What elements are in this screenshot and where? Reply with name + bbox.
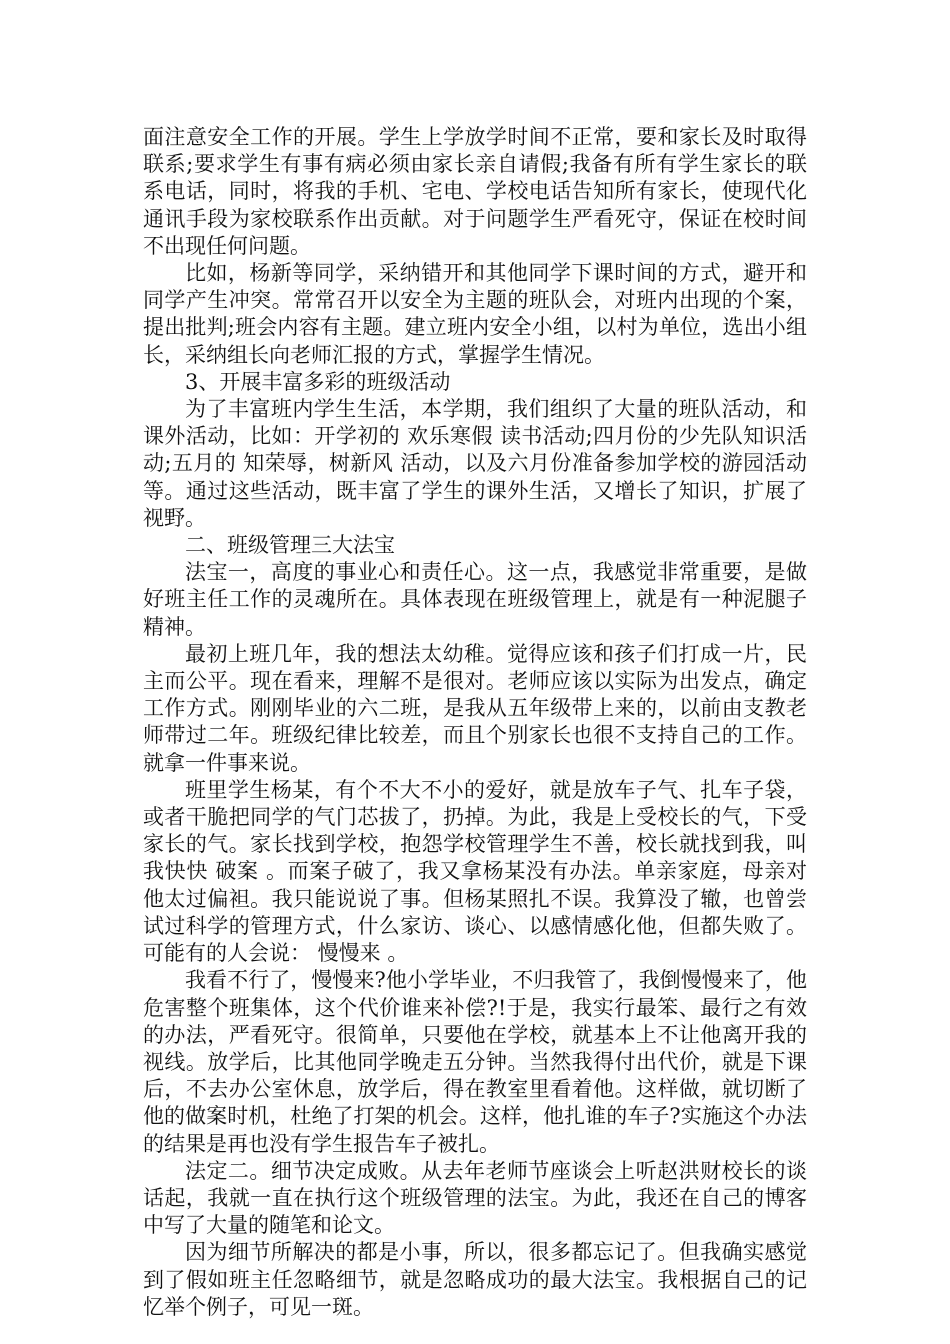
paragraph-10: 法定二。细节决定成败。从去年老师节座谈会上听赵洪财校长的谈话起，我就一直在执行这个班级管理的法宝。为此，我还在自己的博客中写了大量的随笔和论文。	[143, 1158, 807, 1238]
section-heading-three-treasures: 二、班级管理三大法宝	[185, 533, 395, 558]
section-heading-activities: 3、开展丰富多彩的班级活动	[185, 369, 451, 394]
paragraph-9: 我看不行了，慢慢来?他小学毕业，不归我管了，我倒慢慢来了，他危害整个班集体，这个代价谁来补偿?!于是，我实行最笨、最行之有效的办法，严看死守。很简单，只要他在学校，就基本上不让他离开我的视线。放学后，比其他同学晚走五分钟。当然我得付出代价，就是下课后，不去办公室休息，放学后，得在教室里看着他。这样做，就切断了他的做案时机，杜绝了打架的机会。这样，他扎谁的车子?实施这个办法的结果是再也没有学生报告车子被扎。	[143, 968, 807, 1156]
paragraph-1: 面注意安全工作的开展。学生上学放学时间不正常，要和家长及时取得联系;要求学生有事有病必须由家长亲自请假;我备有所有学生家长的联系电话，同时，将我的手机、宅电、学校电话告知所有家长，使现代化通讯手段为家校联系作出贡献。对于问题学生严看死守，保证在校时间不出现任何问题。	[143, 125, 807, 258]
paragraph-11: 因为细节所解决的都是小事，所以，很多都忘记了。但我确实感觉到了假如班主任忽略细节，就是忽略成功的最大法宝。我根据自己的记忆举个例子，可见一斑。	[143, 1240, 807, 1319]
document-body	[143, 124, 807, 1321]
paragraph-7: 最初上班几年，我的想法太幼稚。觉得应该和孩子们打成一片，民主而公平。现在看来，理解不是很对。老师应该以实际为出发点，确定工作方式。刚刚毕业的六二班，是我从五年级带上来的，以前由支教老师带过二年。班级纪律比较差，而且个别家长也很不支持自己的工作。就拿一件事来说。	[143, 641, 807, 775]
paragraph-6: 法宝一，高度的事业心和责任心。这一点，我感觉非常重要，是做好班主任工作的灵魂所在。具体表现在班级管理上，就是有一种泥腿子精神。	[143, 560, 807, 639]
paragraph-8: 班里学生杨某，有个不大不小的爱好，就是放车子气、扎车子袋，或者干脆把同学的气门芯拔了，扔掉。为此，我是上受校长的气，下受家长的气。家长找到学校，抱怨学校管理学生不善，校长就找到我，叫我快快 破案 。而案子破了，我又拿杨某没有办法。单亲家庭，母亲对他太过偏袒。我只能说说了事。但杨某照扎不误。我算没了辙，也曾尝试过科学的管理方式，什么家访、谈心、以感情感化他，但都失败了。可能有的人会说： 慢慢来 。	[143, 777, 807, 966]
paragraph-4: 为了丰富班内学生生活，本学期，我们组织了大量的班队活动，和课外活动，比如：开学初的 欢乐寒假 读书活动;四月份的少先队知识活动;五月的 知荣辱，树新风 活动，以及六月份准备参加学校的游园活动等。通过这些活动，既丰富了学生的课外生活，又增长了知识，扩展了视野。	[143, 397, 807, 530]
paragraph-2: 比如，杨新等同学，采纳错开和其他同学下课时间的方式，避开和同学产生冲突。常常召开以安全为主题的班队会，对班内出现的个案，提出批判;班会内容有主题。建立班内安全小组，以村为单位，选出小组长，采纳组长向老师汇报的方式，掌握学生情况。	[143, 261, 807, 367]
